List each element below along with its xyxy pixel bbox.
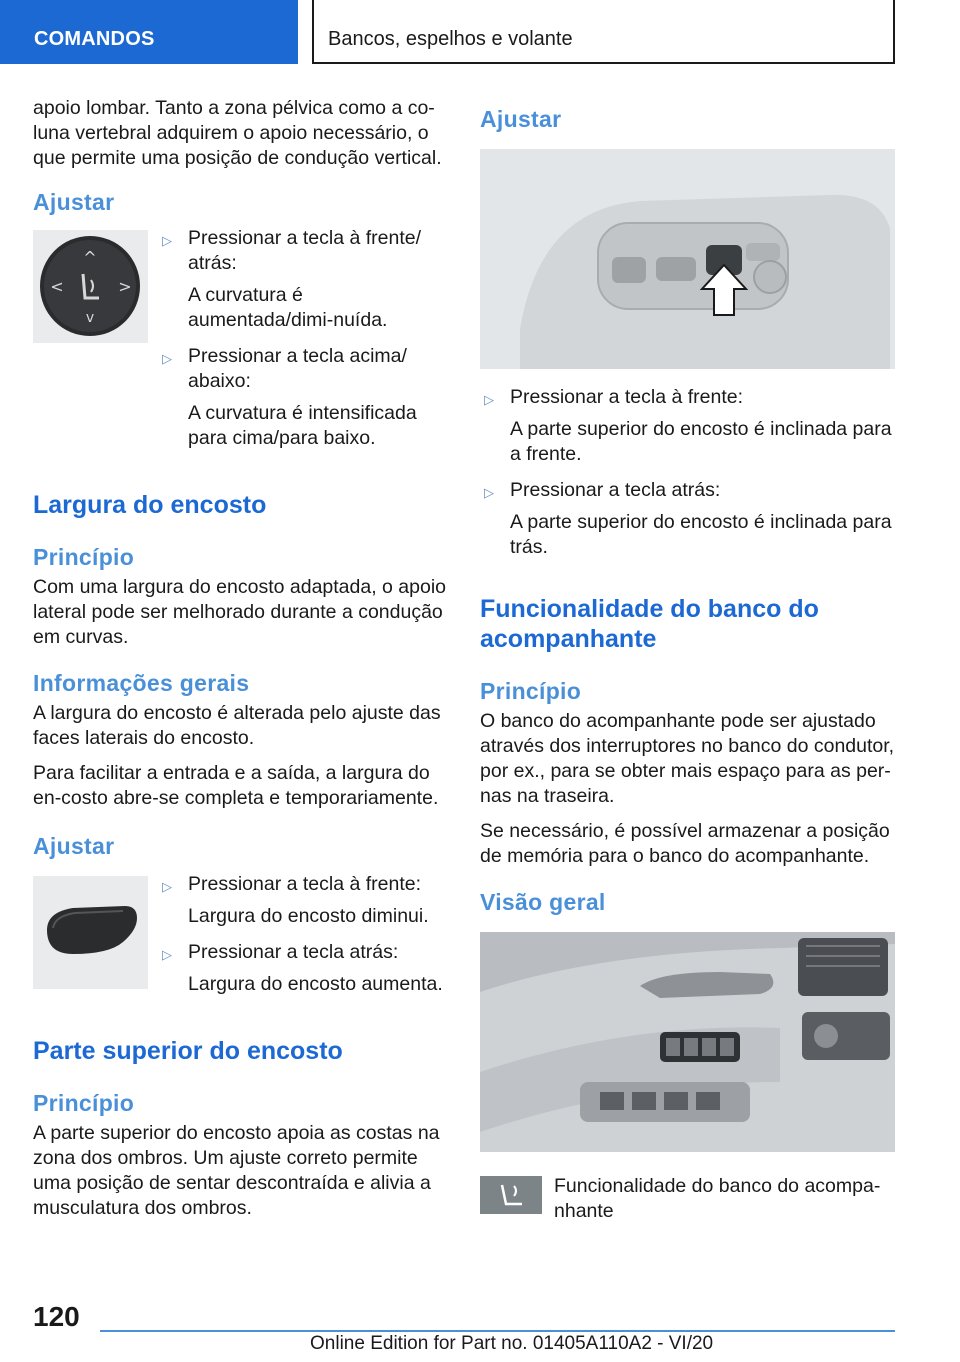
- intro-paragraph: apoio lombar. Tanto a zona pélvica como a co-luna vertebral adquirem o apoio necessário, o que permite uma posição de condução vertical.: [33, 97, 442, 169]
- svg-text:^: ^: [83, 248, 97, 267]
- principio-parte-text: A parte superior do encosto apoia as costas na zona dos ombros. Um ajuste correto permite uma posição de sentar descontraída e alivia a musculatura dos ombros.: [33, 1122, 440, 1219]
- chapter-title-box: [312, 0, 895, 64]
- list-item: [148, 226, 451, 333]
- heading-largura: Largura do encosto: [33, 491, 267, 519]
- page-number: 120: [33, 1301, 80, 1332]
- upper-instruction-list: [480, 385, 896, 560]
- seat-person-icon: [480, 1176, 542, 1214]
- heading-ajustar-upper: Ajustar: [480, 106, 562, 132]
- door-panel-photo: [480, 932, 895, 1152]
- heading-principio-parte: Princípio: [33, 1090, 135, 1116]
- info-text-2: Para facilitar a entrada e a saída, a largura do en-costo abre-se completa e temporariamente.: [33, 762, 439, 809]
- svg-text:<: <: [50, 277, 64, 296]
- heading-informacoes-gerais: Informações gerais: [33, 670, 250, 696]
- heading-ajustar-lumbar: Ajustar: [33, 189, 115, 215]
- heading-ajustar-largura: Ajustar: [33, 833, 115, 859]
- item-title: Pressionar a tecla acima/ abaixo:: [188, 345, 407, 392]
- list-item: [148, 872, 451, 929]
- item-title: Pressionar a tecla à frente:: [510, 386, 744, 408]
- item-text: Largura do encosto diminui.: [188, 905, 429, 927]
- heading-principio-func: Princípio: [480, 678, 582, 704]
- triangle-right-icon: ▷: [162, 879, 172, 894]
- width-button-icon: [33, 876, 148, 989]
- list-item: [480, 478, 896, 560]
- triangle-right-icon: ▷: [484, 392, 494, 407]
- heading-principio-largura: Princípio: [33, 544, 135, 570]
- info-text-1: A largura do encosto é alterada pelo ajuste das faces laterais do encosto.: [33, 702, 441, 749]
- edition-note: Online Edition for Part no. 01405A110A2 - VI/20: [310, 1333, 714, 1354]
- item-text: Largura do encosto aumenta.: [188, 973, 443, 995]
- item-title: Pressionar a tecla atrás:: [188, 941, 399, 963]
- triangle-right-icon: ▷: [162, 947, 172, 962]
- principio-func-text-2: Se necessário, é possível armazenar a posição de memória para o banco do acompanhante.: [480, 820, 890, 867]
- lumbar-control-image: [33, 230, 148, 343]
- door-switches-image: [480, 932, 895, 1152]
- triangle-right-icon: ▷: [484, 485, 494, 500]
- heading-funcionalidade: Funcionalidade do banco do acompanhante: [480, 595, 819, 653]
- triangle-right-icon: ▷: [162, 233, 172, 248]
- list-item: [148, 940, 451, 997]
- item-text: A curvatura é aumentada/dimi-nuída.: [188, 284, 388, 331]
- list-item: [148, 344, 451, 451]
- photo-caption: Funcionalidade do banco do acompa-nhante: [554, 1175, 881, 1222]
- heading-parte-superior: Parte superior do encosto: [33, 1037, 343, 1065]
- item-text: A parte superior do encosto é inclinada para trás.: [510, 511, 892, 558]
- item-text: A parte superior do encosto é inclinada para a frente.: [510, 418, 892, 465]
- section-label: COMANDOS: [34, 28, 155, 50]
- svg-text:>: >: [118, 277, 132, 296]
- lumbar-adjust-block: [33, 226, 449, 484]
- width-instruction-list: [148, 872, 451, 997]
- seat-controls-photo: [480, 149, 895, 369]
- item-title: Pressionar a tecla atrás:: [510, 479, 721, 501]
- svg-text:v: v: [85, 310, 95, 326]
- triangle-right-icon: ▷: [162, 351, 172, 366]
- principio-largura-text: Com uma largura do encosto adaptada, o apoio lateral pode ser melhorado durante a condução em curvas.: [33, 576, 447, 648]
- heading-visao-geral: Visão geral: [480, 889, 606, 915]
- lumbar-dial-icon: [33, 230, 148, 343]
- section-tab: [0, 0, 298, 64]
- item-title: Pressionar a tecla à frente:: [188, 873, 422, 895]
- seat-switch-panel-image: [480, 149, 895, 369]
- item-title: Pressionar a tecla à frente/ atrás:: [188, 227, 422, 274]
- width-adjust-block: [33, 872, 449, 1030]
- item-text: A curvatura é intensificada para cima/para baixo.: [188, 402, 417, 449]
- list-item: [480, 385, 896, 467]
- principio-func-text: O banco do acompanhante pode ser ajustado através dos interruptores no banco do condutor, por ex., para se obter mais espaço para as per-nas na traseira.: [480, 710, 895, 807]
- footer-divider: [100, 1330, 895, 1332]
- left-column: [33, 96, 449, 1231]
- chapter-title: Bancos, espelhos e volante: [328, 28, 573, 50]
- right-column: [480, 96, 896, 1234]
- width-control-image: [33, 876, 148, 989]
- caption-block: [480, 1174, 896, 1234]
- lumbar-instruction-list: [148, 226, 451, 451]
